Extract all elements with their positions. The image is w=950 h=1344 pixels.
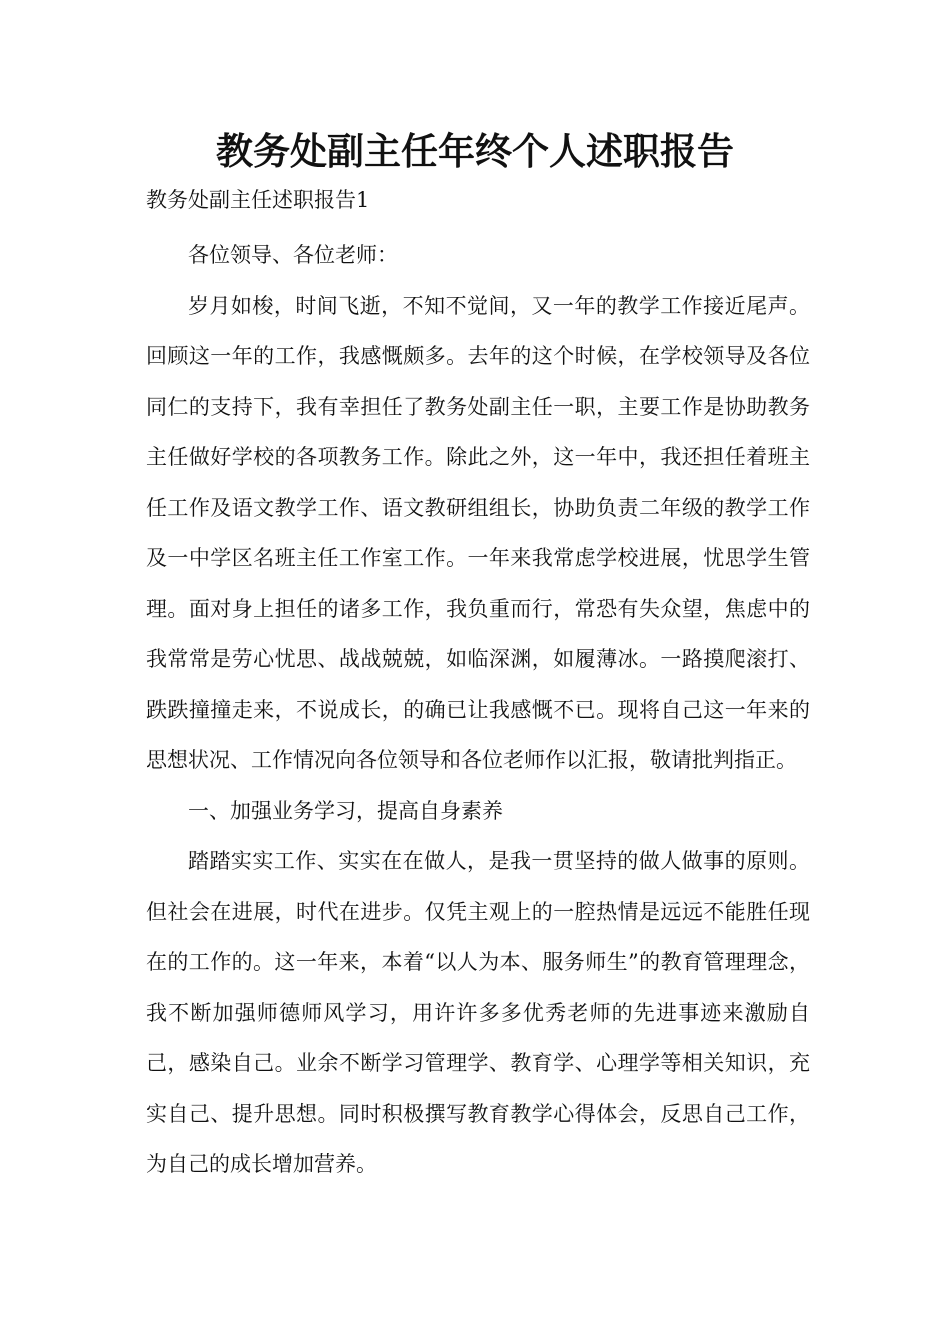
intro-paragraph: 岁月如梭，时间飞逝，不知不觉间，又一年的教学工作接近尾声。回顾这一年的工作，我感慨颇多。去年的这个时候，在学校领导及各位同仁的支持下，我有幸担任了教务处副主任一职，主要工作是协助教务主任做好学校的各项教务工作。除此之外，这一年中，我还担任着班主任工作及语文教学工作、语文教研组组长，协助负责二年级的教学工作及一中学区名班主任工作室工作。一年来我常虑学校进展，忧思学生管理。面对身上担任的诸多工作，我负重而行，常恐有失众望，焦虑中的我常常是劳心忧思、战战兢兢，如临深渊，如履薄冰。一路摸爬滚打、跌跌撞撞走来，不说成长，的确已让我感慨不已。现将自己这一年来的思想状况、工作情况向各位领导和各位老师作以汇报，敬请批判指正。 <box>146 293 810 772</box>
document-body <box>146 230 810 1190</box>
section-heading: 一、加强业务学习，提高自身素养 <box>188 798 503 823</box>
salutation-paragraph: 各位领导、各位老师： <box>188 243 398 267</box>
section-paragraph: 踏踏实实工作、实实在在做人，是我一贯坚持的做人做事的原则。但社会在进展，时代在进步。仅凭主观上的一腔热情是远远不能胜任现在的工作的。这一年来，本着“以人为本、服务师生”的教育管理理念，我不断加强师德师风学习，用许许多多优秀老师的先进事迹来激励自己，感染自己。业余不断学习管理学、教育学、心理学等相关知识，充实自己、提升思想。同时积极撰写教育教学心得体会，反思自己工作，为自己的成长增加营养。 <box>146 849 810 1176</box>
document-title: 教务处副主任年终个人述职报告 <box>216 130 734 173</box>
document-subtitle: 教务处副主任述职报告1 <box>146 188 370 212</box>
